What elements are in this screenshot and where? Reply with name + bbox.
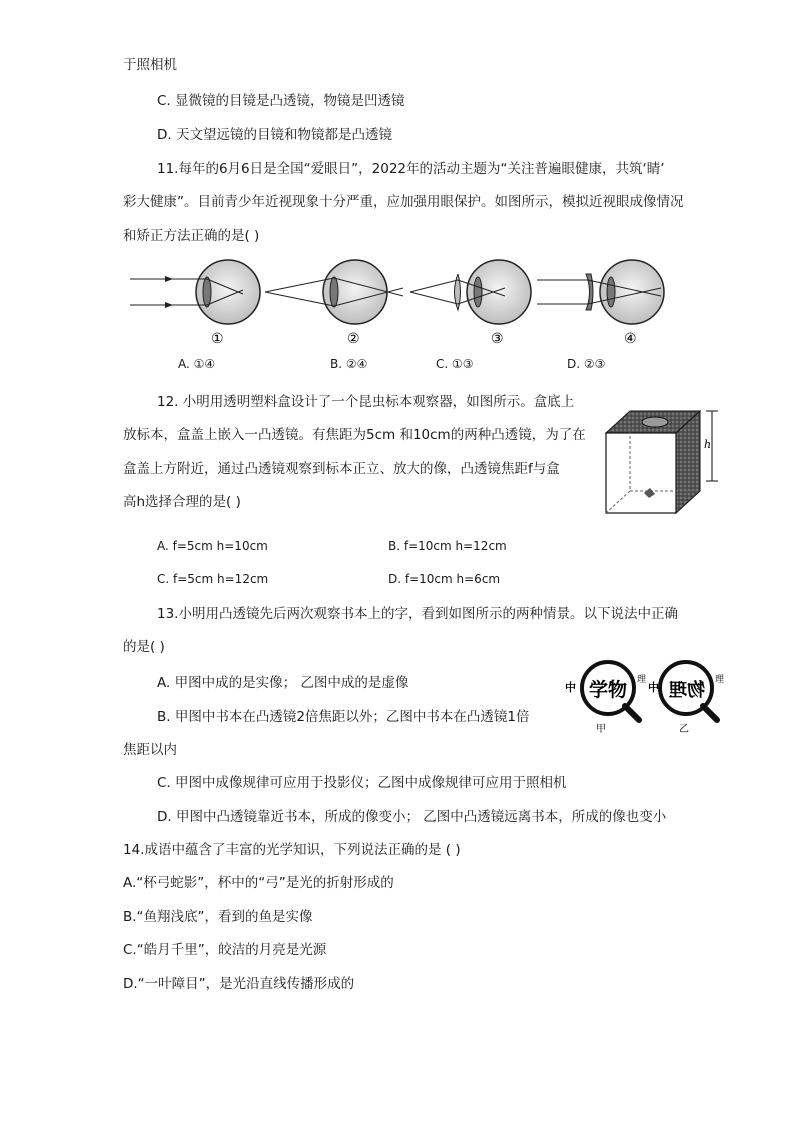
magnifier-yi	[648, 662, 724, 735]
q14-option-c: C.“皓月千里”，皎洁的月亮是光源	[123, 942, 327, 958]
eye-4-diagram	[537, 260, 664, 324]
magnifier2-right-text: 理	[715, 675, 725, 685]
q11-option-c: C. ①③	[436, 357, 474, 371]
eye-diagrams	[125, 256, 670, 348]
magnifier-center-text: 学物	[589, 679, 628, 701]
option-c-line: C. 显微镜的目镜是凸透镜，物镜是凹透镜	[157, 93, 405, 109]
magnifier2-center-text: 物理	[669, 680, 705, 701]
question-11-line-1: 11.每年的6月6日是全国“爱眼日”，2022年的活动主题为“关注普遍眼健康，共筑‘睛’	[157, 161, 665, 177]
question-11-line-2: 彩大健康”。目前青少年近视现象十分严重，应加强用眼保护。如图所示，模拟近视眼成像情况	[123, 194, 684, 210]
magnifier-right-text: 理	[637, 675, 647, 685]
q13-option-b-cont: 焦距以内	[123, 742, 177, 758]
magnifier-jia	[565, 662, 646, 735]
q12-option-d: D. f=10cm h=6cm	[388, 572, 501, 586]
question-13-line-2: 的是( )	[123, 639, 165, 655]
q11-option-a: A. ①④	[178, 357, 216, 371]
q14-option-d: D.“一叶障目”，是光沿直线传播形成的	[123, 976, 355, 992]
question-14-line: 14.成语中蕴含了丰富的光学知识，下列说法正确的是 ( )	[123, 842, 461, 858]
q11-option-d: D. ②③	[567, 357, 606, 371]
question-12-line-1: 12. 小明用透明塑料盒设计了一个昆虫标本观察器，如图所示。盒底上	[157, 394, 575, 410]
eye-label-3: ③	[491, 331, 504, 347]
q13-option-a: A. 甲图中成的是实像； 乙图中成的是虚像	[157, 675, 409, 691]
text-line: 于照相机	[123, 57, 177, 73]
q13-option-c: C. 甲图中成像规律可应用于投影仪；乙图中成像规律可应用于照相机	[157, 775, 567, 791]
question-12-line-2: 放标本，盒盖上嵌入一凸透镜。有焦距为5cm 和10cm的两种凸透镜，为了在	[123, 427, 586, 443]
q14-option-b: B.“鱼翔浅底”，看到的鱼是实像	[123, 909, 313, 925]
specimen-box-diagram	[600, 405, 725, 520]
box-height-label: h	[704, 438, 712, 451]
q12-option-b: B. f=10cm h=12cm	[388, 539, 507, 553]
eye-label-2: ②	[347, 331, 360, 347]
eye-1-diagram	[130, 260, 260, 324]
caption-yi: 乙	[679, 724, 689, 735]
eye-3-diagram	[410, 260, 531, 324]
eye-label-1: ①	[211, 331, 224, 347]
q12-option-c: C. f=5cm h=12cm	[157, 572, 269, 586]
q13-option-b: B. 甲图中书本在凸透镜2倍焦距以外；乙图中书本在凸透镜1倍	[157, 709, 530, 725]
option-d-line: D. 天文望远镜的目镜和物镜都是凸透镜	[157, 127, 392, 143]
q14-option-a: A.“杯弓蛇影”，杯中的“弓”是光的折射形成的	[123, 875, 394, 891]
q12-option-a: A. f=5cm h=10cm	[157, 539, 268, 553]
question-11-line-3: 和矫正方法正确的是( )	[123, 228, 260, 244]
q11-option-b: B. ②④	[330, 357, 368, 371]
eye-2-diagram	[265, 260, 403, 324]
magnifier-left-text: 中	[565, 681, 576, 694]
magnifier2-left-text: 中	[648, 681, 659, 694]
eye-label-4: ④	[624, 331, 637, 347]
question-12-line-4: 高h选择合理的是( )	[123, 494, 241, 510]
caption-jia: 甲	[596, 724, 606, 735]
question-13-line-1: 13.小明用凸透镜先后两次观察书本上的字，看到如图所示的两种情景。以下说法中正确	[157, 606, 678, 622]
q13-option-d: D. 甲图中凸透镜靠近书本，所成的像变小； 乙图中凸透镜远离书本，所成的像也变小	[157, 809, 667, 825]
magnifier-diagram	[563, 652, 733, 737]
question-12-line-3: 盒盖上方附近，通过凸透镜观察到标本正立、放大的像，凸透镜焦距f与盒	[123, 461, 560, 477]
